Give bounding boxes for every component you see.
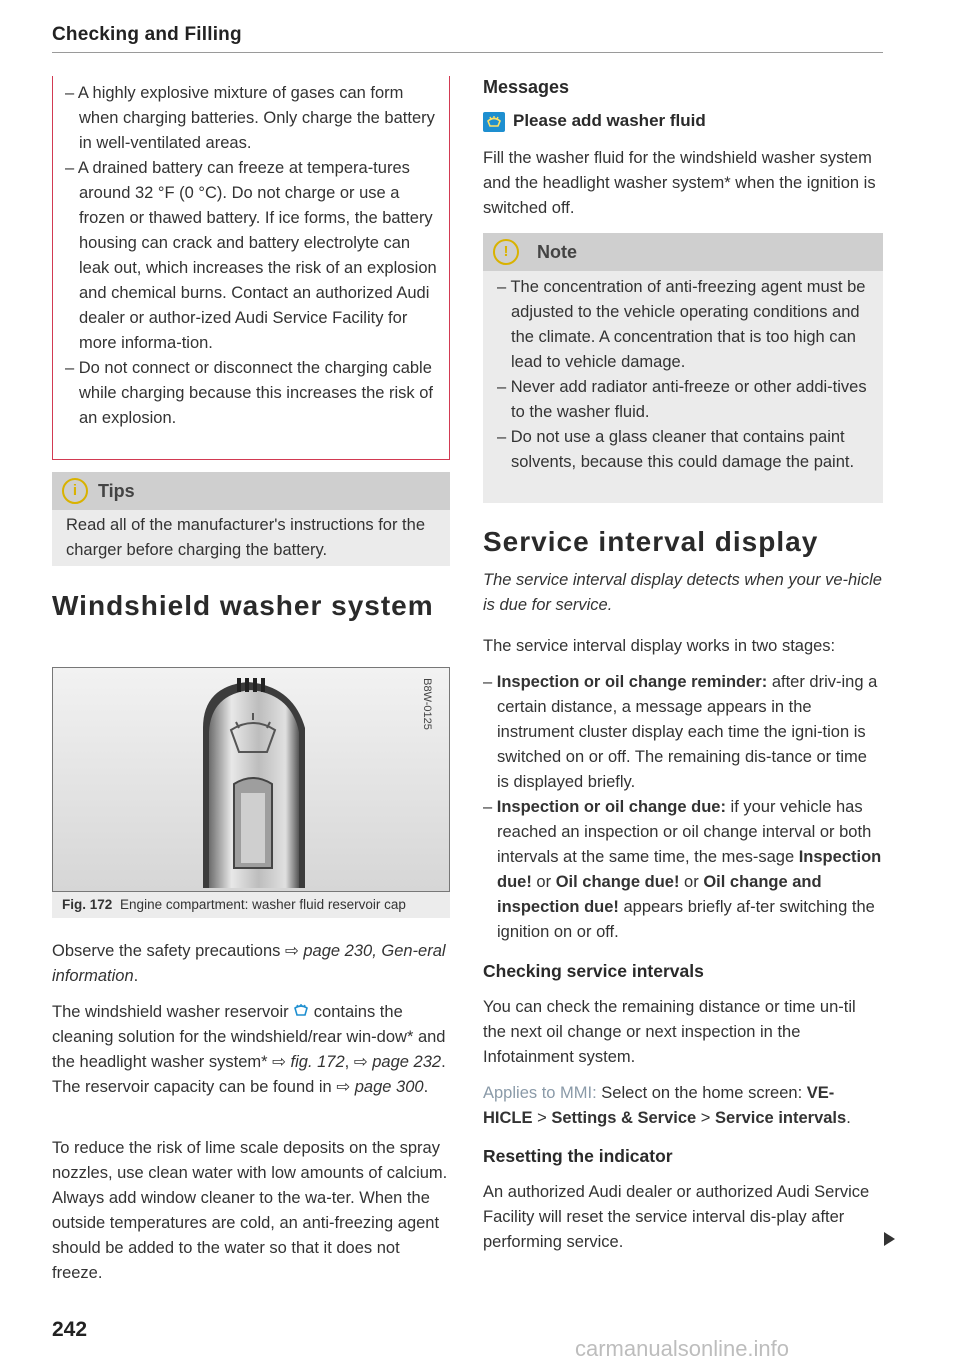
reservoir-sep: ,: [344, 1053, 354, 1071]
msg-oil-change-due: Oil change due!: [555, 873, 680, 891]
safety-end: .: [133, 967, 139, 985]
warning-list: [53, 76, 449, 431]
safety-paragraph: [52, 939, 450, 989]
tips-title: Tips: [98, 481, 135, 501]
warning-item: – A highly explosive mixture of gases can form when charging batteries. Only charge the battery in well-ventilated areas.: [65, 84, 435, 152]
stage-due: – Inspection or oil change due: if your vehicle has reached an inspection or oil change interval or both intervals at the same time, the mes-sage Inspection due! or Oil change due! or Oil change and inspection due! appears briefly af-ter switching the ignition on or off.: [483, 798, 882, 941]
menu-sep: >: [696, 1109, 716, 1127]
lime-scale-paragraph: To reduce the risk of lime scale deposits on the spray nozzles, use clean water with low amounts of calcium. Always add window cleaner to the wa-ter. When the outside temperatures are cold, an anti-freezing agent should be added to the water so that it does not freeze.: [52, 1139, 448, 1282]
stage2-label: Inspection or oil change due:: [496, 798, 726, 816]
safety-text: Observe the safety precautions: [52, 942, 285, 960]
note-item: – The concentration of anti-freezing agent must be adjusted to the vehicle operating conditions and the climate. A concentration that is too high can lead to vehicle damage.: [497, 278, 866, 371]
resetting-heading: Resetting the indicator: [483, 1146, 673, 1166]
tips-text: Read all of the manufacturer's instructions for the charger before charging the battery.: [66, 516, 425, 559]
note-body: [483, 271, 883, 503]
link-page-232[interactable]: ⇨ page 232: [353, 1053, 442, 1071]
reservoir-paragraph: [52, 1000, 450, 1100]
link-page-300[interactable]: ⇨ page 300: [336, 1078, 424, 1096]
stage1-label: Inspection or oil change reminder:: [496, 673, 768, 691]
service-heading: Service interval display: [483, 526, 819, 557]
reservoir-cap-illustration: [53, 668, 449, 891]
windshield-heading: Windshield washer system: [52, 590, 434, 621]
menu-sep: >: [532, 1109, 552, 1127]
reservoir-end: .: [423, 1078, 429, 1096]
note-item: – Never add radiator anti-freeze or other addi-tives to the washer fluid.: [497, 378, 867, 421]
header-divider: [52, 52, 883, 53]
msg-inspection-due: Inspection due!: [497, 848, 882, 891]
checking-heading: Checking service intervals: [483, 961, 704, 981]
service-intro: The service interval display detects when your ve-hicle is due for service.: [483, 571, 882, 614]
warning-item: – Do not connect or disconnect the charging cable while charging because this increases the risk of an explosion.: [65, 359, 434, 427]
applies-text: Select on the home screen:: [596, 1084, 807, 1102]
message-title-row: [483, 110, 883, 134]
continue-arrow-icon: [884, 1232, 895, 1246]
washer-fluid-icon: [293, 1004, 309, 1018]
caution-icon: !: [493, 239, 519, 265]
messages-text: Fill the washer fluid for the windshield washer system and the headlight washer system* when the ignition is switched off.: [483, 149, 876, 217]
messages-heading: Messages: [483, 77, 570, 97]
figure-caption: [52, 892, 450, 918]
figure-code-text: B8W-0125: [420, 678, 433, 730]
menu-settings-service[interactable]: Settings & Service: [551, 1109, 697, 1127]
checking-text: You can check the remaining distance or time un-til the next oil change or next inspection in the Infotainment system.: [483, 998, 856, 1066]
page-number: 242: [52, 1318, 88, 1341]
tips-body: [52, 510, 450, 566]
figure-caption-text: Engine compartment: washer fluid reservoir cap: [120, 897, 406, 912]
message-title: Please add washer fluid: [513, 111, 706, 130]
link-fig-172[interactable]: ⇨ fig. 172: [272, 1053, 345, 1071]
note-title: Note: [537, 242, 577, 262]
applies-end: .: [846, 1109, 851, 1127]
warning-item: – A drained battery can freeze at tempera-tures around 32 °F (0 °C). Do not charge or use a frozen or thawed battery. If ice forms, the battery housing can crack and battery electrolyte can leak out, which increases the risk of an explosion and chemical burns. Contact an authorized Audi dealer or author-ized Audi Service Facility for more informa-tion.: [65, 159, 437, 352]
figure-code: [420, 672, 445, 742]
note-header: [483, 233, 883, 271]
note-item: – Do not use a glass cleaner that contains paint solvents, because this could damage the paint.: [497, 428, 855, 471]
reservoir-text-a: The windshield washer reservoir: [52, 1003, 294, 1021]
msg-oil-and-inspection-due: Oil change and inspection due!: [497, 873, 822, 916]
reservoir-text-b: contains the cleaning solution for the windshield/rear win-dow* and the headlight washer system*: [52, 1003, 446, 1071]
menu-vehicle[interactable]: VE-HICLE: [483, 1084, 835, 1127]
stage2-text-b: appears briefly af-ter switching the ignition on or off.: [497, 898, 875, 941]
figure-label: Fig. 172: [62, 897, 113, 912]
reservoir-text-c: . The reservoir capacity can be found in: [52, 1053, 446, 1096]
stage-reminder: – Inspection or oil change reminder: after driv-ing a certain distance, a message appears in the instrument cluster display each time the igni-tion is switched on or off. The remaining dis-tance or time is displayed briefly.: [483, 673, 878, 791]
warning-box: [52, 76, 450, 460]
figure-reservoir-cap: [52, 667, 450, 892]
stage2-text-a: if your vehicle has reached an inspection or oil change interval or both intervals at the same time, the mes-sage: [497, 798, 872, 866]
resetting-text: An authorized Audi dealer or authorized Audi Service Facility will reset the service interval dis-play after performing service.: [483, 1183, 870, 1251]
service-stages-intro: The service interval display works in two stages:: [483, 637, 836, 655]
tips-header: [52, 472, 450, 510]
washer-warning-icon: [483, 112, 505, 132]
link-page-230[interactable]: ⇨ page 230, Gen-eral information: [52, 942, 446, 985]
note-list: [483, 271, 883, 475]
stage2-or: or: [531, 873, 556, 891]
watermark: carmanualsonline.info: [575, 1336, 790, 1361]
page-header-title: Checking and Filling: [52, 24, 242, 45]
stage1-text: after driv-ing a certain distance, a message appears in the instrument cluster display each time the igni-tion is switched on or off. The remaining dis-tance or time is displayed briefly.: [497, 673, 878, 791]
info-icon: i: [62, 478, 88, 504]
menu-service-intervals[interactable]: Service intervals: [715, 1109, 847, 1127]
applies-label: Applies to MMI:: [483, 1084, 597, 1102]
stage2-or: or: [679, 873, 704, 891]
service-stages-list: [483, 670, 883, 945]
applies-paragraph: [483, 1081, 883, 1131]
